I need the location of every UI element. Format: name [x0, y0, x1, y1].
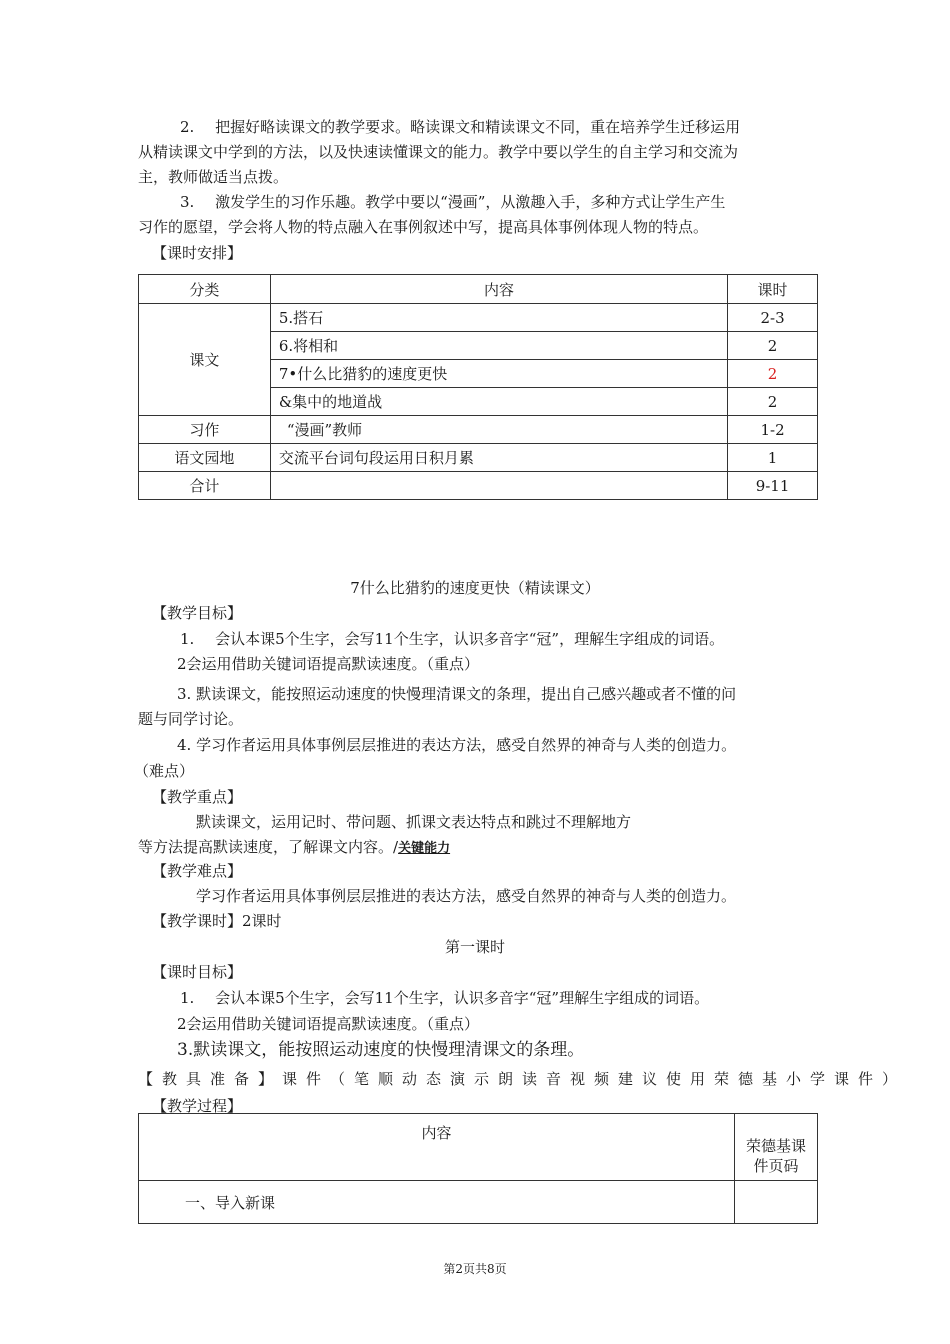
hours-cell-highlighted: 2: [728, 360, 818, 388]
goal-3-line1: 3. 默读课文，能按照运动速度的快慢理清课文的条理，提出自己感兴趣或者不懂的问: [177, 685, 737, 703]
lesson-hours-line: 【教学课时】2课时: [152, 912, 282, 930]
content-cell: 7•什么比猎豹的速度更快: [270, 360, 727, 388]
content-cell: &集中的地道战: [270, 388, 727, 416]
table-row: [139, 416, 818, 444]
table-row: [139, 1181, 818, 1224]
item3-line1: [180, 190, 725, 214]
category-cell-texts: 课文: [139, 304, 271, 416]
key-ability-tag: 关键能力: [398, 841, 451, 856]
first-period-heading: 第一课时: [444, 938, 505, 956]
table-row: [139, 444, 818, 472]
hours-cell: 2: [728, 332, 818, 360]
goals-heading: 【教学目标】: [152, 604, 243, 622]
item2-line2: 从精读课文中学到的方法，以及快速读懂课文的能力。教学中要以学生的自主学习和交流为: [138, 143, 739, 161]
process-row-page: [735, 1181, 818, 1224]
page-footer: 第2页共8页: [443, 1262, 507, 1276]
period-goal-1-number: 1.: [180, 989, 195, 1007]
goal-1-number: 1.: [180, 630, 195, 648]
goal-2: 2会运用借助关键词语提高默读速度。（重点）: [177, 655, 480, 673]
period-goal-3: 3.默读课文，能按照运动速度的快慢理清课文的条理。: [177, 1040, 585, 1060]
hours-cell: 2-3: [728, 304, 818, 332]
hours-cell: 2: [728, 388, 818, 416]
period-goals-heading: 【课时目标】: [152, 963, 243, 981]
goal-1: [180, 627, 724, 651]
key-points-text: 等方法提高默读速度，了解课文内容。/: [138, 838, 399, 856]
content-cell: 5.搭石: [270, 304, 727, 332]
category-cell: 合计: [139, 472, 271, 500]
header-content: 内容: [270, 275, 727, 304]
content-cell: [270, 472, 727, 500]
content-cell: 6.将相和: [270, 332, 727, 360]
process-header-page: [735, 1114, 818, 1181]
item2-line3: 主，教师做适当点拨。: [138, 168, 289, 186]
process-heading: 【教学过程】: [152, 1097, 243, 1115]
schedule-header-row: [139, 275, 818, 304]
goal-4-line1: 4. 学习作者运用具体事例层层推进的表达方法，感受自然界的神奇与人类的创造力。: [177, 736, 737, 754]
schedule-table: [138, 274, 818, 500]
hours-cell: 1: [728, 444, 818, 472]
period-goal-2: 2会运用借助关键词语提高默读速度。（重点）: [177, 1015, 480, 1033]
schedule-heading: 【课时安排】: [152, 244, 243, 262]
key-points-heading: 【教学重点】: [152, 788, 243, 806]
lesson-title: 7什么比猎豹的速度更快（精读课文）: [350, 579, 600, 597]
goal-4-line2: （难点）: [134, 762, 195, 780]
header-hours: 课时: [728, 275, 818, 304]
key-points-line1: 默读课文，运用记时、带问题、抓课文表达特点和跳过不理解地方: [196, 813, 632, 831]
process-row-content: 一、导入新课: [139, 1181, 735, 1224]
item3-number: 3.: [180, 193, 195, 211]
goal-1-text: 会认本课5个生字，会写11个生字，认识多音字“冠”，理解生字组成的词语。: [215, 630, 725, 648]
process-header-page-line2: 件页码: [753, 1157, 799, 1175]
table-row: [139, 472, 818, 500]
hours-cell: 9-11: [728, 472, 818, 500]
item2-line1: [180, 115, 740, 139]
key-points-line2: [138, 835, 450, 861]
teaching-tools-line: 【教具准备】课件（笔顺动态演示朗读音视频建议使用荣德基小学课件）: [138, 1070, 907, 1088]
difficulty-line: 学习作者运用具体事例层层推进的表达方法，感受自然界的神奇与人类的创造力。: [196, 887, 737, 905]
goal-3-line2: 题与同学讨论。: [138, 710, 244, 728]
period-goal-1-text: 会认本课5个生字，会写11个生字，认识多音字“冠”理解生字组成的词语。: [215, 989, 710, 1007]
item3-text: 激发学生的习作乐趣。教学中要以“漫画”，从激趣入手，多种方式让学生产生: [215, 193, 726, 211]
process-header-page-line1: 荣德基课: [746, 1137, 807, 1155]
content-cell: 交流平台词句段运用日积月累: [270, 444, 727, 472]
table-row: [139, 304, 818, 332]
hours-cell: 1-2: [728, 416, 818, 444]
item2-number: 2.: [180, 118, 195, 136]
item2-text: 把握好略读课文的教学要求。略读课文和精读课文不同，重在培养学生迁移运用: [215, 118, 741, 136]
process-table: [138, 1113, 818, 1224]
item3-line2: 习作的愿望，学会将人物的特点融入在事例叙述中写，提高具体事例体现人物的特点。: [138, 218, 709, 236]
difficulty-heading: 【教学难点】: [152, 862, 243, 880]
header-category: 分类: [139, 275, 271, 304]
category-cell: 习作: [139, 416, 271, 444]
period-goal-1: [180, 986, 709, 1010]
process-header-content: 内容: [139, 1114, 735, 1181]
content-cell: “漫画”教师: [270, 416, 727, 444]
category-cell: 语文园地: [139, 444, 271, 472]
process-header-row: [139, 1114, 818, 1181]
